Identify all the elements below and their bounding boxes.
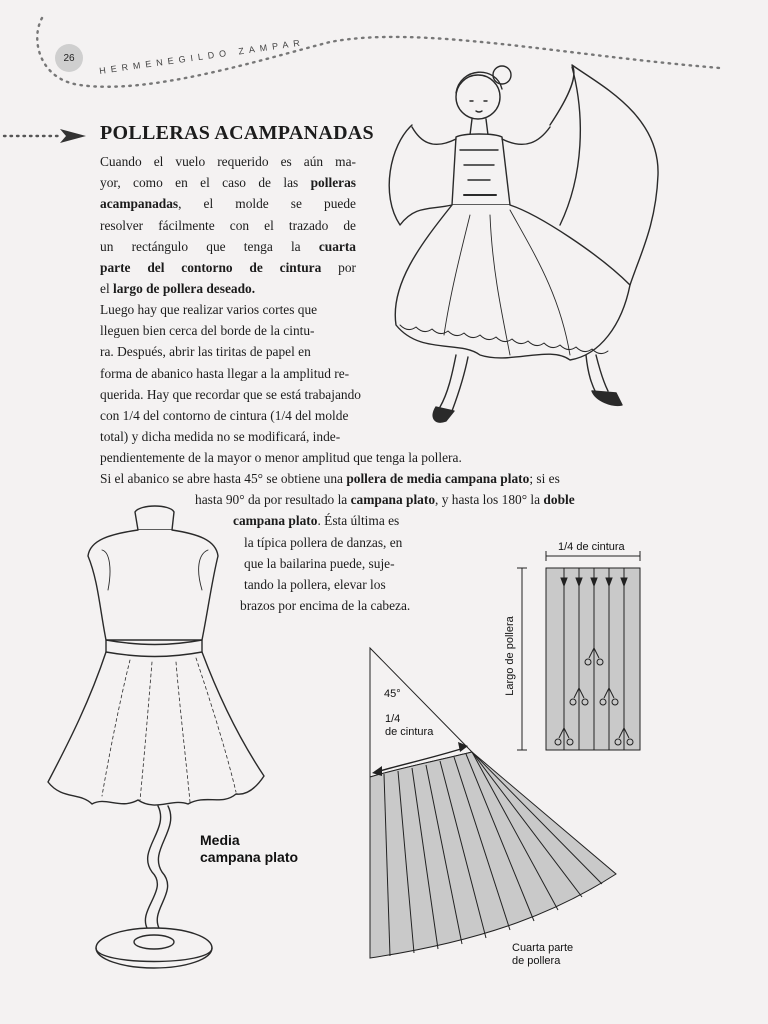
paragraph-intro xyxy=(100,151,356,299)
text-line: parte del contorno de cintura por xyxy=(100,260,356,276)
text-line: Si el abanico se abre hasta 45° se obtiene una pollera de media campana plato; si es xyxy=(100,471,560,486)
text-line: un rectángulo que tenga la cuarta xyxy=(100,238,356,254)
title-arrow-icon xyxy=(0,126,95,146)
text-line: ra. Después, abrir las tiritas de papel en xyxy=(100,344,311,360)
text-line: pendientemente de la mayor o menor amplitud que tenga la pollera. xyxy=(100,450,462,466)
text-line: con 1/4 del contorno de cintura (1/4 del molde xyxy=(100,408,349,424)
text-line: que la bailarina puede, suje- xyxy=(244,555,395,571)
rect-top-label: 1/4 de cintura xyxy=(558,541,625,553)
text-line: brazos por encima de la cabeza. xyxy=(240,598,411,614)
fan-waist-label-line: 1/4 xyxy=(385,713,401,725)
text-line: la típica pollera de danzas, en xyxy=(244,534,403,550)
text-line: lleguen bien cerca del borde de la cintu- xyxy=(100,323,315,339)
fan-waist-label xyxy=(385,713,433,739)
text-line: yor, como en el caso de las polleras xyxy=(100,175,356,191)
page-title: POLLERAS ACAMPANADAS xyxy=(100,122,374,144)
fan-bottom-label xyxy=(512,942,573,968)
text-line: Luego hay que realizar varios cortes que xyxy=(100,302,318,317)
text-line: Cuando el vuelo requerido es aún ma- xyxy=(100,154,356,169)
fan-angle-label: 45° xyxy=(384,688,401,700)
text-line: acampanadas, el molde se puede xyxy=(100,196,356,212)
mannequin-illustration xyxy=(40,500,280,980)
page-number: 26 xyxy=(55,44,83,72)
text-line: tando la pollera, elevar los xyxy=(244,577,386,593)
caption-line: Media xyxy=(200,832,240,848)
text-line: campana plato. Ésta última es xyxy=(233,513,400,529)
rect-side-label: Largo de pollera xyxy=(503,616,516,696)
mannequin-caption xyxy=(200,832,298,866)
text-line: forma de abanico hasta llegar a la amplitud re- xyxy=(100,365,350,381)
caption-line: campana plato xyxy=(200,849,299,865)
text-line: el largo de pollera deseado. xyxy=(100,281,256,297)
text-line: hasta 90° da por resultado la campana plato, y hasta los 180° la doble xyxy=(195,492,575,508)
fan-pattern-diagram xyxy=(360,640,640,970)
fan-bottom-label-line: de pollera xyxy=(512,955,561,967)
text-line: resolver fácilmente con el trazado de xyxy=(100,217,356,233)
text-line: total) y dicha medida no se modificará, inde- xyxy=(100,429,341,445)
dancer-illustration xyxy=(360,55,660,435)
text-line: querida. Hay que recordar que se está trabajando xyxy=(100,386,361,402)
fan-waist-label-line: de cintura xyxy=(385,726,434,738)
author-name: HERMENEGILDO ZAMPAR xyxy=(98,37,306,76)
fan-bottom-label-line: Cuarta parte xyxy=(512,942,574,954)
